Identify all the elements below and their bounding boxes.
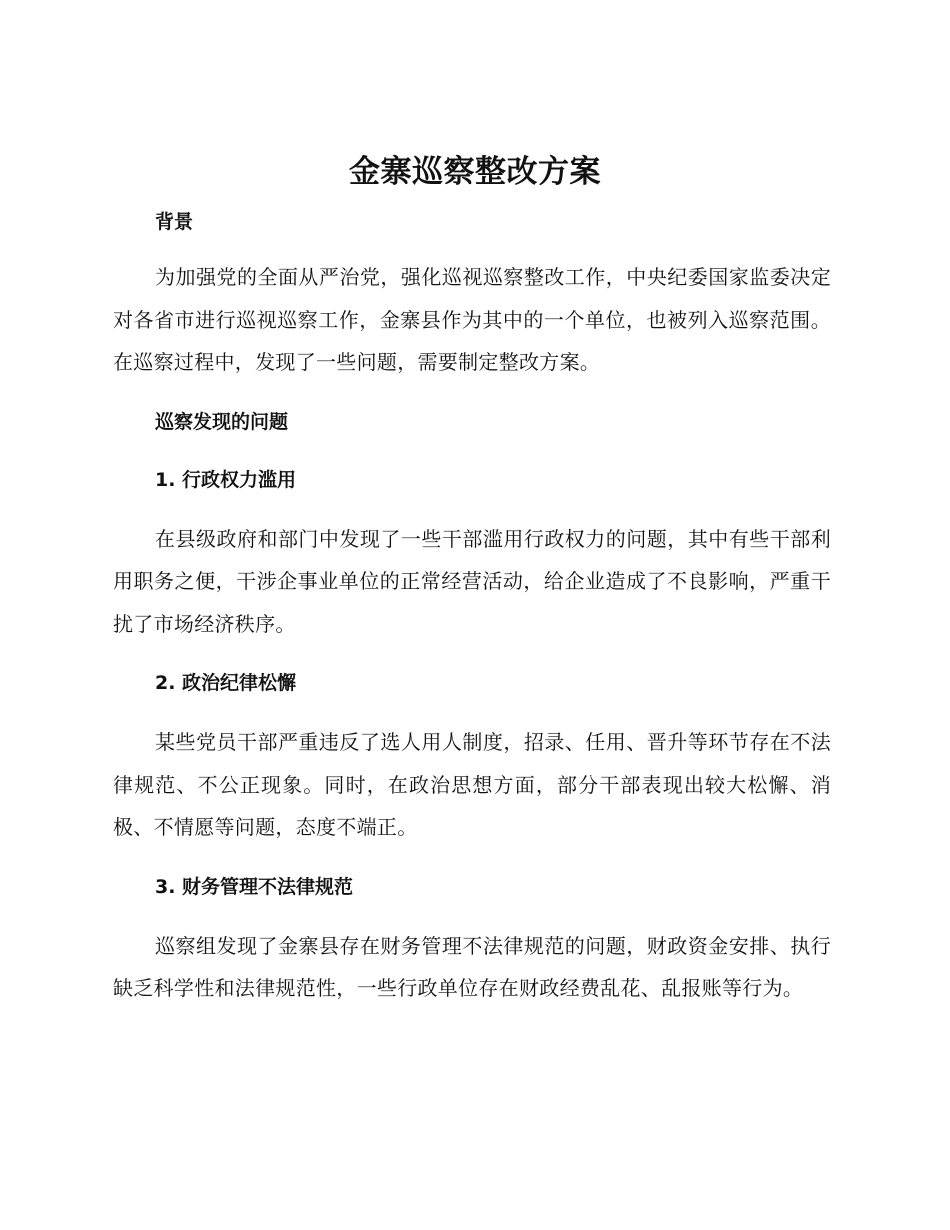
- document-title: 金寨巡察整改方案: [349, 154, 601, 190]
- paragraph-problem-3: 巡察组发现了金寨县存在财务管理不法律规范的问题，财政资金安排、执行缺乏科学性和法律规范性，一些行政单位存在财政经费乱花、乱报账等行为。: [113, 933, 831, 1000]
- paragraph-background: 为加强党的全面从严治党，强化巡视巡察整改工作，中央纪委国家监委决定对各省市进行巡视巡察工作，金寨县作为其中的一个单位，也被列入巡察范围。在巡察过程中，发现了一些问题，需要制定整改方案。: [113, 265, 831, 374]
- paragraph-problem-1: 在县级政府和部门中发现了一些干部滥用行政权力的问题，其中有些干部利用职务之便，干涉企事业单位的正常经营活动，给企业造成了不良影响，严重干扰了市场经济秩序。: [113, 526, 831, 636]
- section-heading-background: 背景: [155, 211, 194, 233]
- paragraph-problem-2: 某些党员干部严重违反了选人用人制度，招录、任用、晋升等环节存在不法律规范、不公正现象。同时，在政治思想方面，部分干部表现出较大松懈、消极、不情愿等问题，态度不端正。: [113, 730, 831, 839]
- section-heading-problem-1: 1. 行政权力滥用: [155, 468, 297, 491]
- section-heading-problems: 巡察发现的问题: [155, 410, 289, 433]
- section-heading-problem-2: 2. 政治纪律松懈: [155, 672, 297, 694]
- document-body: [113, 202, 831, 1028]
- section-heading-problem-3: 3. 财务管理不法律规范: [155, 875, 354, 898]
